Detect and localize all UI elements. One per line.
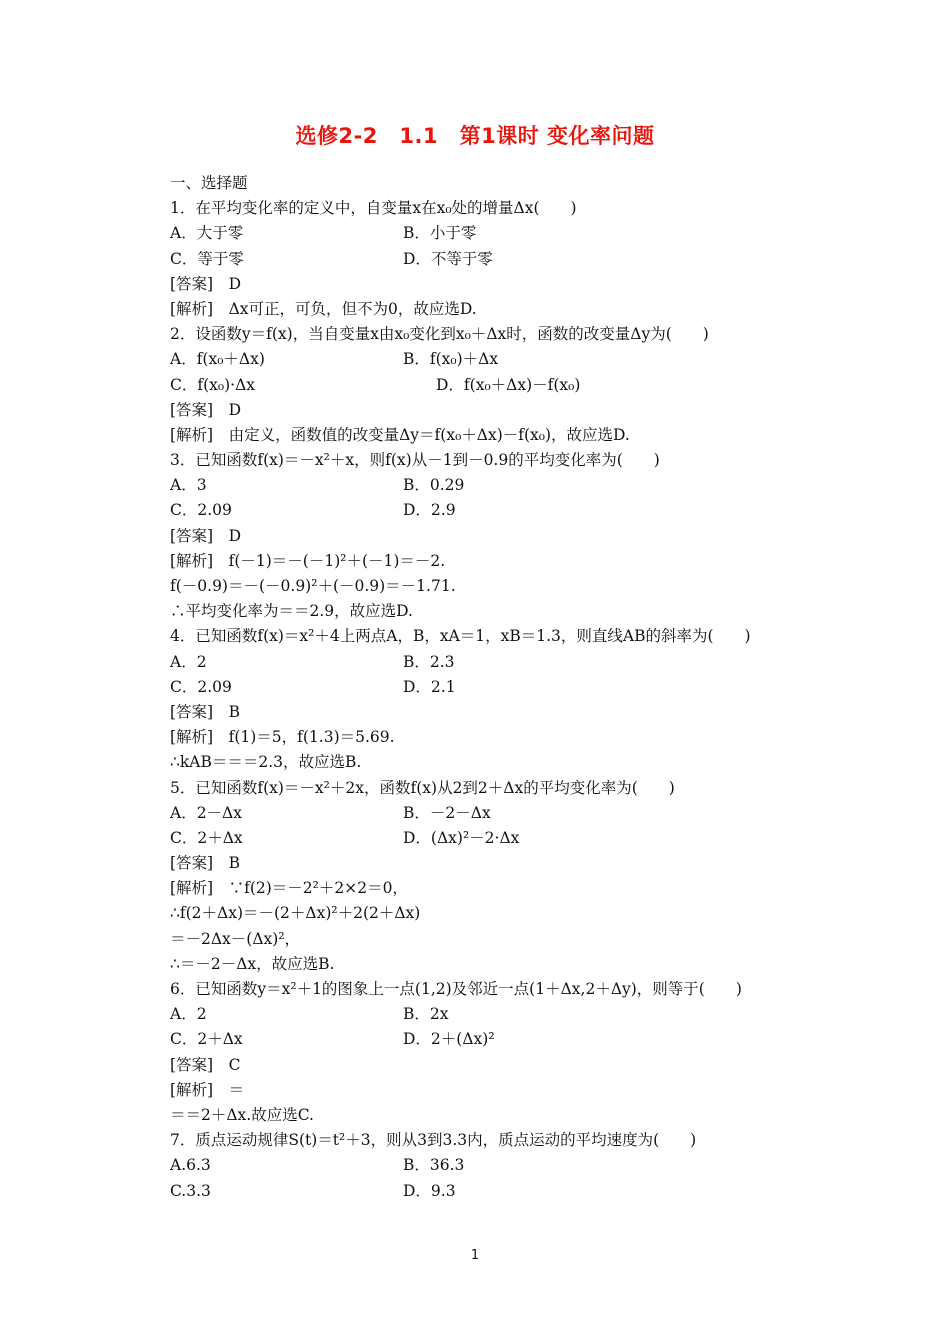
question-6-stem: 6．已知函数y＝x²＋1的图象上一点(1,2)及邻近一点(1＋Δx,2＋Δy)，则等于( ) bbox=[170, 980, 742, 998]
option-c: C.3.3 bbox=[170, 1181, 211, 1200]
question-2-options-row-1 bbox=[170, 347, 850, 372]
question-4-analysis-line: ∴kAB＝＝＝2.3，故应选B. bbox=[170, 753, 362, 772]
question-3-analysis-line: [解析] f(－1)＝－(－1)²＋(－1)＝－2. bbox=[170, 551, 446, 570]
question-5-answer: [答案] B bbox=[170, 854, 240, 873]
option-a: A．2 bbox=[170, 1005, 207, 1024]
option-a: A．f(x₀＋Δx) bbox=[170, 350, 265, 369]
question-2-options-row-2 bbox=[170, 373, 850, 398]
question-6-options-row-1 bbox=[170, 1002, 850, 1027]
question-3-analysis-line: ∴平均变化率为＝＝2.9，故应选D. bbox=[170, 602, 413, 621]
option-a: A．2－Δx bbox=[170, 803, 242, 822]
option-b: B．小于零 bbox=[403, 224, 477, 243]
question-list bbox=[170, 171, 850, 1204]
question-5-analysis-line: ∴f(2＋Δx)＝－(2＋Δx)²＋2(2＋Δx) bbox=[170, 904, 421, 923]
question-7-stem: 7．质点运动规律S(t)＝t²＋3，则从3到3.3内，质点运动的平均速度为( ) bbox=[170, 1131, 697, 1150]
question-3-analysis-line: f(－0.9)＝－(－0.9)²＋(－0.9)＝－1.71. bbox=[170, 577, 456, 595]
question-1-analysis: [解析] Δx可正，可负，但不为0，故应选D. bbox=[170, 299, 477, 318]
question-5-options-row-1 bbox=[170, 801, 850, 826]
question-1-stem: 1．在平均变化率的定义中，自变量x在x₀处的增量Δx( ) bbox=[170, 199, 577, 218]
option-d: D．9.3 bbox=[403, 1181, 456, 1200]
question-4-stem: 4．已知函数f(x)＝x²＋4上两点A，B，xA＝1，xB＝1.3，则直线AB的斜率为( ) bbox=[170, 627, 751, 646]
page-title: 选修2-2 1.1 第1课时 变化率问题 bbox=[295, 124, 655, 148]
option-a: A．大于零 bbox=[170, 224, 244, 243]
question-6-analysis-line: [解析] ＝ bbox=[170, 1080, 245, 1099]
option-a: A．3 bbox=[170, 476, 207, 495]
question-4-options-row-2 bbox=[170, 675, 850, 700]
question-2-stem: 2．设函数y＝f(x)，当自变量x由x₀变化到x₀＋Δx时，函数的改变量Δy为( ) bbox=[170, 325, 709, 344]
page-number: 1 bbox=[470, 1248, 480, 1263]
option-d: D．(Δx)²－2·Δx bbox=[403, 828, 520, 847]
option-d: D．不等于零 bbox=[403, 249, 493, 268]
option-c: C．2＋Δx bbox=[170, 828, 243, 847]
question-2-analysis: [解析] 由定义，函数值的改变量Δy＝f(x₀＋Δx)－f(x₀)，故应选D. bbox=[170, 425, 630, 444]
question-6-analysis-line: ＝＝2＋Δx.故应选C. bbox=[170, 1105, 314, 1124]
question-4-options-row-1 bbox=[170, 650, 850, 675]
option-a: A．2 bbox=[170, 652, 207, 671]
question-5-analysis-line: ＝－2Δx－(Δx)²， bbox=[170, 929, 301, 948]
question-7-options-row-1 bbox=[170, 1153, 850, 1178]
option-c: C．f(x₀)·Δx bbox=[170, 375, 256, 394]
question-6-answer: [答案] C bbox=[170, 1055, 241, 1074]
option-c: C．2.09 bbox=[170, 501, 232, 520]
question-3-options-row-2 bbox=[170, 498, 850, 523]
question-3-answer: [答案] D bbox=[170, 526, 242, 545]
option-b: B．2x bbox=[403, 1005, 449, 1024]
question-5-analysis-line: ∴＝－2－Δx，故应选B. bbox=[170, 954, 335, 973]
option-c: C．等于零 bbox=[170, 249, 244, 268]
question-5-stem: 5．已知函数f(x)＝－x²＋2x，函数f(x)从2到2＋Δx的平均变化率为( ) bbox=[170, 778, 675, 797]
question-3-options-row-1 bbox=[170, 473, 850, 498]
question-7-options-row-2 bbox=[170, 1179, 850, 1204]
question-1-options-row-1 bbox=[170, 221, 850, 246]
option-d: D．2＋(Δx)² bbox=[403, 1030, 495, 1049]
option-b: B．2.3 bbox=[403, 652, 455, 671]
option-a: A.6.3 bbox=[170, 1156, 211, 1175]
question-4-analysis-line: [解析] f(1)＝5，f(1.3)＝5.69. bbox=[170, 728, 395, 747]
question-3-stem: 3．已知函数f(x)＝－x²＋x，则f(x)从－1到－0.9的平均变化率为( ) bbox=[170, 451, 660, 470]
section-heading: 一、选择题 bbox=[170, 174, 248, 192]
option-d: D．f(x₀＋Δx)－f(x₀) bbox=[436, 375, 581, 394]
option-c: C．2＋Δx bbox=[170, 1030, 243, 1049]
question-4-answer: [答案] B bbox=[170, 702, 240, 721]
question-2-answer: [答案] D bbox=[170, 400, 242, 419]
option-d: D．2.1 bbox=[403, 677, 456, 696]
option-b: B．f(x₀)＋Δx bbox=[403, 350, 499, 369]
question-6-options-row-2 bbox=[170, 1027, 850, 1052]
option-b: B．－2－Δx bbox=[403, 803, 491, 822]
option-b: B．36.3 bbox=[403, 1156, 465, 1175]
option-c: C．2.09 bbox=[170, 677, 232, 696]
option-b: B．0.29 bbox=[403, 476, 465, 495]
question-5-analysis-line: [解析] ∵f(2)＝－2²＋2×2＝0， bbox=[170, 879, 408, 898]
question-5-options-row-2 bbox=[170, 826, 850, 851]
question-1-options-row-2 bbox=[170, 247, 850, 272]
option-d: D．2.9 bbox=[403, 501, 456, 520]
question-1-answer: [答案] D bbox=[170, 274, 242, 293]
